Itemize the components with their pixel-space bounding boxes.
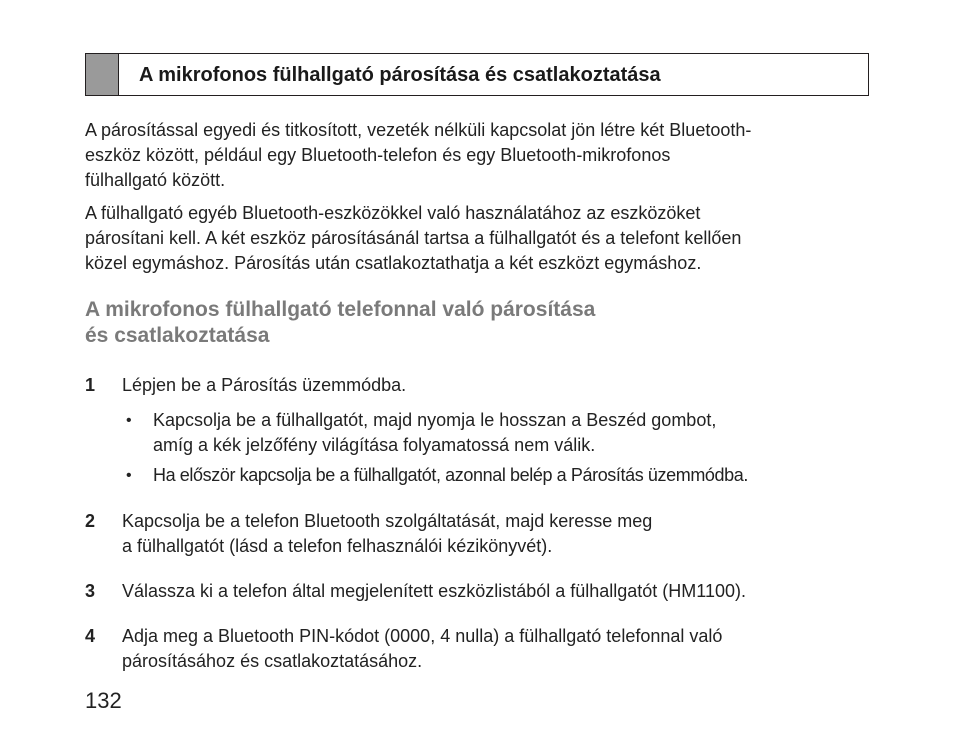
step-line: Adja meg a Bluetooth PIN-kódot (0000, 4 nulla) a fülhallgató telefonnal való	[122, 626, 723, 646]
step-line: párosításához és csatlakoztatásához.	[122, 651, 423, 671]
step-line: Kapcsolja be a telefon Bluetooth szolgáltatását, majd keresse meg	[122, 511, 653, 531]
step-number: 4	[85, 626, 96, 646]
step-number: 3	[85, 581, 96, 601]
bullet-item	[153, 463, 748, 488]
paragraph-line: párosítani kell. A két eszköz párosításánál tartsa a fülhallgatót és a telefont kellően	[85, 228, 742, 248]
page-number: 132	[85, 688, 122, 713]
paragraph-line: A fülhallgató egyéb Bluetooth-eszközökkel való használatához az eszközöket	[85, 203, 701, 223]
step-text	[122, 624, 722, 674]
paragraph-line: A párosítással egyedi és titkosított, vezeték nélküli kapcsolat jön létre két Bluetooth-	[85, 120, 752, 140]
step-number: 1	[85, 375, 96, 395]
step-line: a fülhallgatót (lásd a telefon felhasználói kézikönyvét).	[122, 536, 553, 556]
bullet-line: Ha először kapcsolja be a fülhallgatót, azonnal belép a Párosítás üzemmódba.	[153, 465, 748, 485]
paragraph-line: eszköz között, például egy Bluetooth-telefon és egy Bluetooth-mikrofonos	[85, 145, 671, 165]
subheading	[85, 297, 595, 349]
bullet-item	[153, 408, 716, 458]
bullet-symbol: •	[126, 467, 132, 484]
subheading-line: A mikrofonos fülhallgató telefonnal való párosítása	[85, 298, 596, 321]
section-marker	[86, 54, 119, 95]
step-number: 2	[85, 511, 96, 531]
step-text: Lépjen be a Párosítás üzemmódba.	[122, 375, 407, 395]
subheading-line: és csatlakoztatása	[85, 324, 270, 347]
paragraph-line: fülhallgató között.	[85, 170, 226, 190]
intro-paragraph-2	[85, 201, 885, 276]
bullet-line: Kapcsolja be a fülhallgatót, majd nyomja le hosszan a Beszéd gombot,	[153, 410, 717, 430]
intro-paragraph-1	[85, 118, 885, 193]
bullet-symbol: •	[126, 412, 132, 429]
section-title: A mikrofonos fülhallgató párosítása és csatlakoztatása	[139, 64, 661, 86]
step-text	[122, 509, 652, 559]
section-header-box	[85, 53, 869, 96]
step-text: Válassza ki a telefon által megjelenített eszközlistából a fülhallgatót (HM1100).	[122, 581, 746, 601]
paragraph-line: közel egymáshoz. Párosítás után csatlakoztathatja a két eszközt egymáshoz.	[85, 253, 702, 273]
bullet-line: amíg a kék jelzőfény világítása folyamatossá nem válik.	[153, 435, 596, 455]
